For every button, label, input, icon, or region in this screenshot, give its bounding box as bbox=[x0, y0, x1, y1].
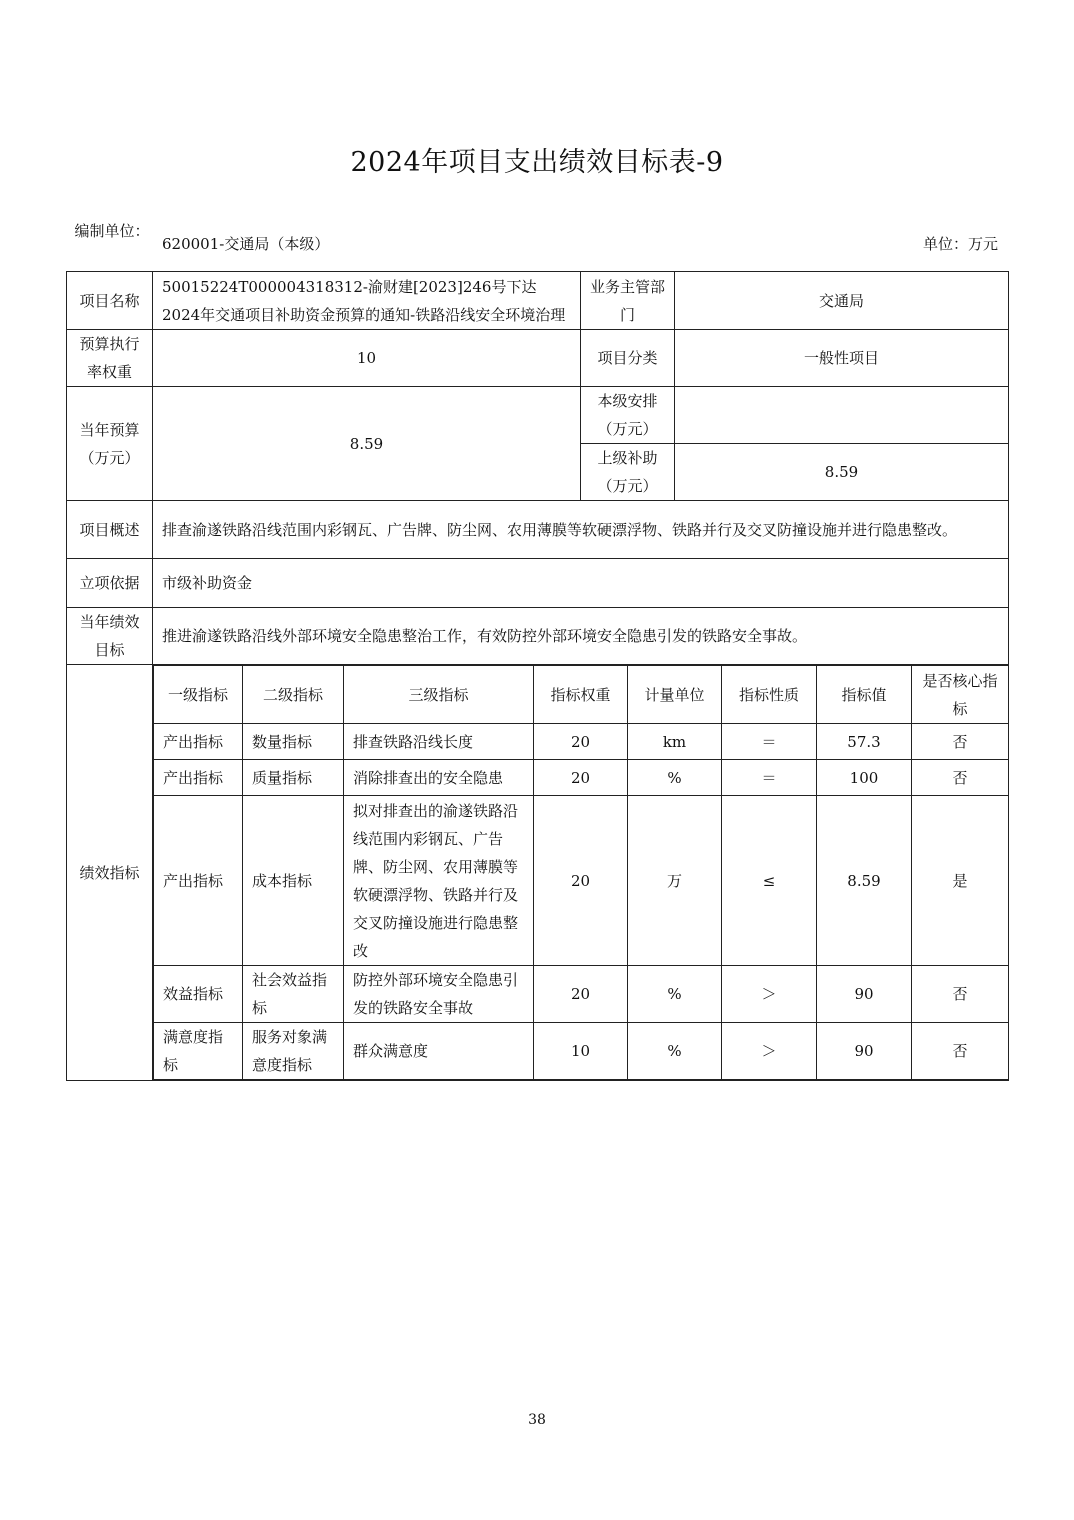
cell-weight: 20 bbox=[534, 760, 628, 796]
table-row bbox=[154, 796, 1009, 966]
project-name-value: 50015224T000004318312-渝财建[2023]246号下达2024年交通项目补助资金预算的通知-铁路沿线安全环境治理 bbox=[153, 272, 581, 330]
cell-unit: % bbox=[628, 1023, 722, 1080]
cell-value: 90 bbox=[817, 966, 912, 1023]
cell-l2: 社会效益指标 bbox=[243, 966, 344, 1023]
cell-value: 8.59 bbox=[817, 796, 912, 966]
indicators-label: 绩效指标 bbox=[67, 665, 153, 1081]
cell-l1: 产出指标 bbox=[154, 724, 243, 760]
cell-l3: 排查铁路沿线长度 bbox=[344, 724, 534, 760]
currency-label: 单位：万元 bbox=[922, 235, 998, 253]
dept-label: 业务主管部门 bbox=[581, 272, 675, 330]
cell-l3: 防控外部环境安全隐患引发的铁路安全事故 bbox=[344, 966, 534, 1023]
rate-weight-value: 10 bbox=[153, 330, 581, 387]
cell-nature: ≤ bbox=[722, 796, 817, 966]
unit-value: 620001-交通局（本级） bbox=[162, 235, 330, 253]
header-nature: 指标性质 bbox=[722, 666, 817, 724]
cell-core: 是 bbox=[912, 796, 1009, 966]
goal-value: 推进渝遂铁路沿线外部环境安全隐患整治工作，有效防控外部环境安全隐患引发的铁路安全事故。 bbox=[153, 608, 1009, 665]
cell-weight: 20 bbox=[534, 796, 628, 966]
indicators-table bbox=[153, 665, 1009, 1080]
header-l2: 二级指标 bbox=[243, 666, 344, 724]
performance-table bbox=[66, 271, 1009, 1081]
table-row bbox=[154, 1023, 1009, 1080]
category-label: 项目分类 bbox=[581, 330, 675, 387]
cell-l1: 满意度指标 bbox=[154, 1023, 243, 1080]
header-weight: 指标权重 bbox=[534, 666, 628, 724]
page-number: 38 bbox=[528, 1412, 546, 1428]
cell-l1: 效益指标 bbox=[154, 966, 243, 1023]
local-budget-label: 本级安排（万元） bbox=[581, 387, 675, 444]
cell-l2: 数量指标 bbox=[243, 724, 344, 760]
project-name-label: 项目名称 bbox=[67, 272, 153, 330]
header-l3: 三级指标 bbox=[344, 666, 534, 724]
cell-core: 否 bbox=[912, 1023, 1009, 1080]
page-title: 2024年项目支出绩效目标表-9 bbox=[350, 147, 724, 178]
cell-core: 否 bbox=[912, 760, 1009, 796]
basis-label: 立项依据 bbox=[67, 559, 153, 608]
cell-value: 100 bbox=[817, 760, 912, 796]
cell-unit: 万 bbox=[628, 796, 722, 966]
cell-l1: 产出指标 bbox=[154, 796, 243, 966]
upper-subsidy-value: 8.59 bbox=[675, 444, 1009, 501]
header-core: 是否核心指标 bbox=[912, 666, 1009, 724]
cell-l2: 成本指标 bbox=[243, 796, 344, 966]
header-l1: 一级指标 bbox=[154, 666, 243, 724]
table-row bbox=[154, 724, 1009, 760]
cell-nature: ＞ bbox=[722, 1023, 817, 1080]
goal-label: 当年绩效目标 bbox=[67, 608, 153, 665]
cell-unit: km bbox=[628, 724, 722, 760]
cell-nature: ＞ bbox=[722, 966, 817, 1023]
cell-l3: 拟对排查出的渝遂铁路沿线范围内彩钢瓦、广告牌、防尘网、农用薄膜等软硬漂浮物、铁路并行及交叉防撞设施进行隐患整改 bbox=[344, 796, 534, 966]
cell-unit: % bbox=[628, 966, 722, 1023]
cell-weight: 20 bbox=[534, 966, 628, 1023]
cell-nature: ＝ bbox=[722, 724, 817, 760]
budget-value: 8.59 bbox=[153, 387, 581, 501]
cell-l2: 质量指标 bbox=[243, 760, 344, 796]
cell-nature: ＝ bbox=[722, 760, 817, 796]
cell-core: 否 bbox=[912, 724, 1009, 760]
unit-label: 编制单位： bbox=[74, 222, 150, 240]
category-value: 一般性项目 bbox=[675, 330, 1009, 387]
cell-weight: 20 bbox=[534, 724, 628, 760]
cell-unit: % bbox=[628, 760, 722, 796]
upper-subsidy-label: 上级补助（万元） bbox=[581, 444, 675, 501]
cell-l2: 服务对象满意度指标 bbox=[243, 1023, 344, 1080]
cell-l1: 产出指标 bbox=[154, 760, 243, 796]
cell-l3: 消除排查出的安全隐患 bbox=[344, 760, 534, 796]
overview-value: 排查渝遂铁路沿线范围内彩钢瓦、广告牌、防尘网、农用薄膜等软硬漂浮物、铁路并行及交叉防撞设施并进行隐患整改。 bbox=[153, 501, 1009, 559]
overview-label: 项目概述 bbox=[67, 501, 153, 559]
cell-value: 90 bbox=[817, 1023, 912, 1080]
table-row bbox=[154, 760, 1009, 796]
local-budget-value bbox=[675, 387, 1009, 444]
dept-value: 交通局 bbox=[675, 272, 1009, 330]
cell-weight: 10 bbox=[534, 1023, 628, 1080]
cell-value: 57.3 bbox=[817, 724, 912, 760]
table-row bbox=[154, 966, 1009, 1023]
header-value: 指标值 bbox=[817, 666, 912, 724]
cell-l3: 群众满意度 bbox=[344, 1023, 534, 1080]
basis-value: 市级补助资金 bbox=[153, 559, 1009, 608]
header-unit: 计量单位 bbox=[628, 666, 722, 724]
budget-label: 当年预算（万元） bbox=[67, 387, 153, 501]
rate-weight-label: 预算执行率权重 bbox=[67, 330, 153, 387]
cell-core: 否 bbox=[912, 966, 1009, 1023]
